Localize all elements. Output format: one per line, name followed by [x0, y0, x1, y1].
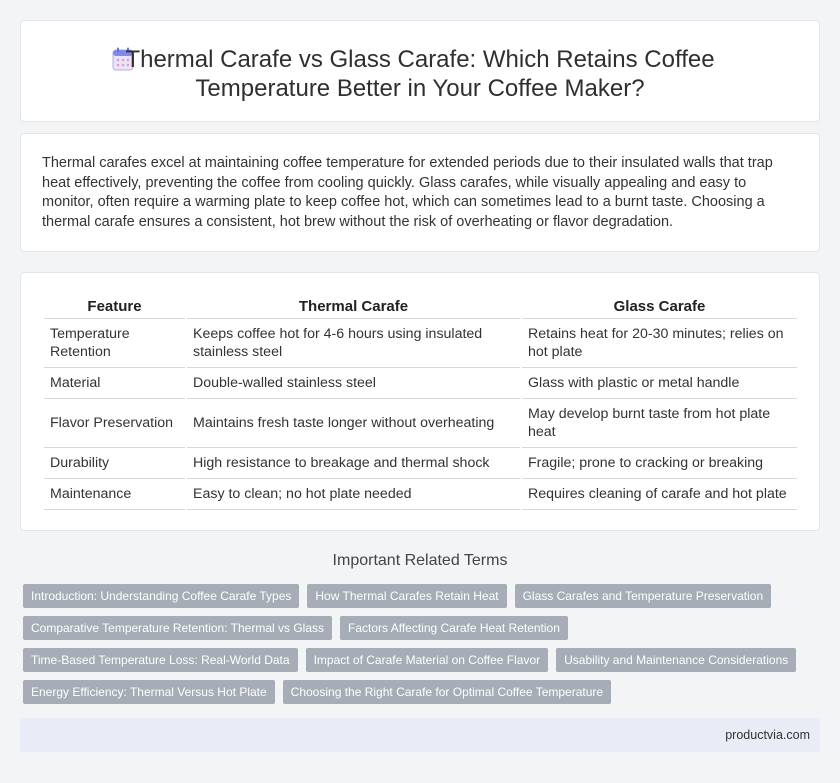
footer: [20, 718, 820, 752]
table-cell: Maintenance: [44, 479, 185, 510]
comparison-table: [42, 293, 799, 510]
page-title-line-2: Temperature Better in Your Coffee Maker?: [195, 75, 645, 102]
related-term-tag[interactable]: Factors Affecting Carafe Heat Retention: [340, 616, 568, 640]
table-cell: May develop burnt taste from hot plate heat: [522, 399, 797, 448]
page-title-line-1: Thermal Carafe vs Glass Carafe: Which Retains Coffee: [125, 46, 715, 73]
related-term-tag[interactable]: Usability and Maintenance Considerations: [556, 648, 796, 672]
related-term-tag[interactable]: How Thermal Carafes Retain Heat: [307, 584, 506, 608]
table-header-row: [44, 293, 797, 319]
table-row: [44, 399, 797, 448]
table-cell: Durability: [44, 448, 185, 479]
table-cell: Material: [44, 368, 185, 399]
table-cell: Keeps coffee hot for 4-6 hours using insulated stainless steel: [187, 319, 520, 368]
table-row: [44, 479, 797, 510]
intro-card: [20, 133, 820, 252]
intro-paragraph: Thermal carafes excel at maintaining coffee temperature for extended periods due to their insulated walls that trap heat effectively, preventing the coffee from cooling quickly. Glass carafes, while visually appealing and easy to monitor, often require a warming plate to keep coffee hot, which can sometimes lead to a burnt taste. Choosing a thermal carafe ensures a consistent, hot brew without the risk of overheating or flavor degradation.: [42, 155, 773, 230]
table-cell: High resistance to breakage and thermal shock: [187, 448, 520, 479]
table-cell: Double-walled stainless steel: [187, 368, 520, 399]
table-cell: Requires cleaning of carafe and hot plate: [522, 479, 797, 510]
tag-row: [23, 616, 823, 640]
table-row: [44, 319, 797, 368]
related-term-tag[interactable]: Introduction: Understanding Coffee Carafe Types: [23, 584, 299, 608]
related-term-tag[interactable]: Glass Carafes and Temperature Preservation: [515, 584, 772, 608]
tag-row: [23, 584, 823, 608]
table-cell: Maintains fresh taste longer without overheating: [187, 399, 520, 448]
table-cell: Temperature Retention: [44, 319, 185, 368]
tag-row: [23, 680, 823, 704]
table-cell: Retains heat for 20-30 minutes; relies on hot plate: [522, 319, 797, 368]
related-term-tag[interactable]: Energy Efficiency: Thermal Versus Hot Plate: [23, 680, 275, 704]
table-header-cell: Thermal Carafe: [187, 293, 520, 319]
related-term-tag[interactable]: Choosing the Right Carafe for Optimal Coffee Temperature: [283, 680, 611, 704]
table-cell: Flavor Preservation: [44, 399, 185, 448]
comparison-card: [20, 272, 820, 531]
table-header-cell: Feature: [44, 293, 185, 319]
page-title: [21, 45, 819, 103]
table-cell: Fragile; prone to cracking or breaking: [522, 448, 797, 479]
related-term-tag[interactable]: Impact of Carafe Material on Coffee Flavor: [306, 648, 549, 672]
related-term-tag[interactable]: Comparative Temperature Retention: Thermal vs Glass: [23, 616, 332, 640]
table-row: [44, 368, 797, 399]
header-card: [20, 20, 820, 122]
table-cell: Easy to clean; no hot plate needed: [187, 479, 520, 510]
table-header-cell: Glass Carafe: [522, 293, 797, 319]
related-term-tag[interactable]: Time-Based Temperature Loss: Real-World Data: [23, 648, 298, 672]
footer-site-link[interactable]: productvia.com: [725, 728, 810, 742]
table-cell: Glass with plastic or metal handle: [522, 368, 797, 399]
related-terms-title: Important Related Terms: [332, 552, 508, 569]
related-terms-tags: [23, 584, 823, 712]
tag-row: [23, 648, 823, 672]
table-row: [44, 448, 797, 479]
